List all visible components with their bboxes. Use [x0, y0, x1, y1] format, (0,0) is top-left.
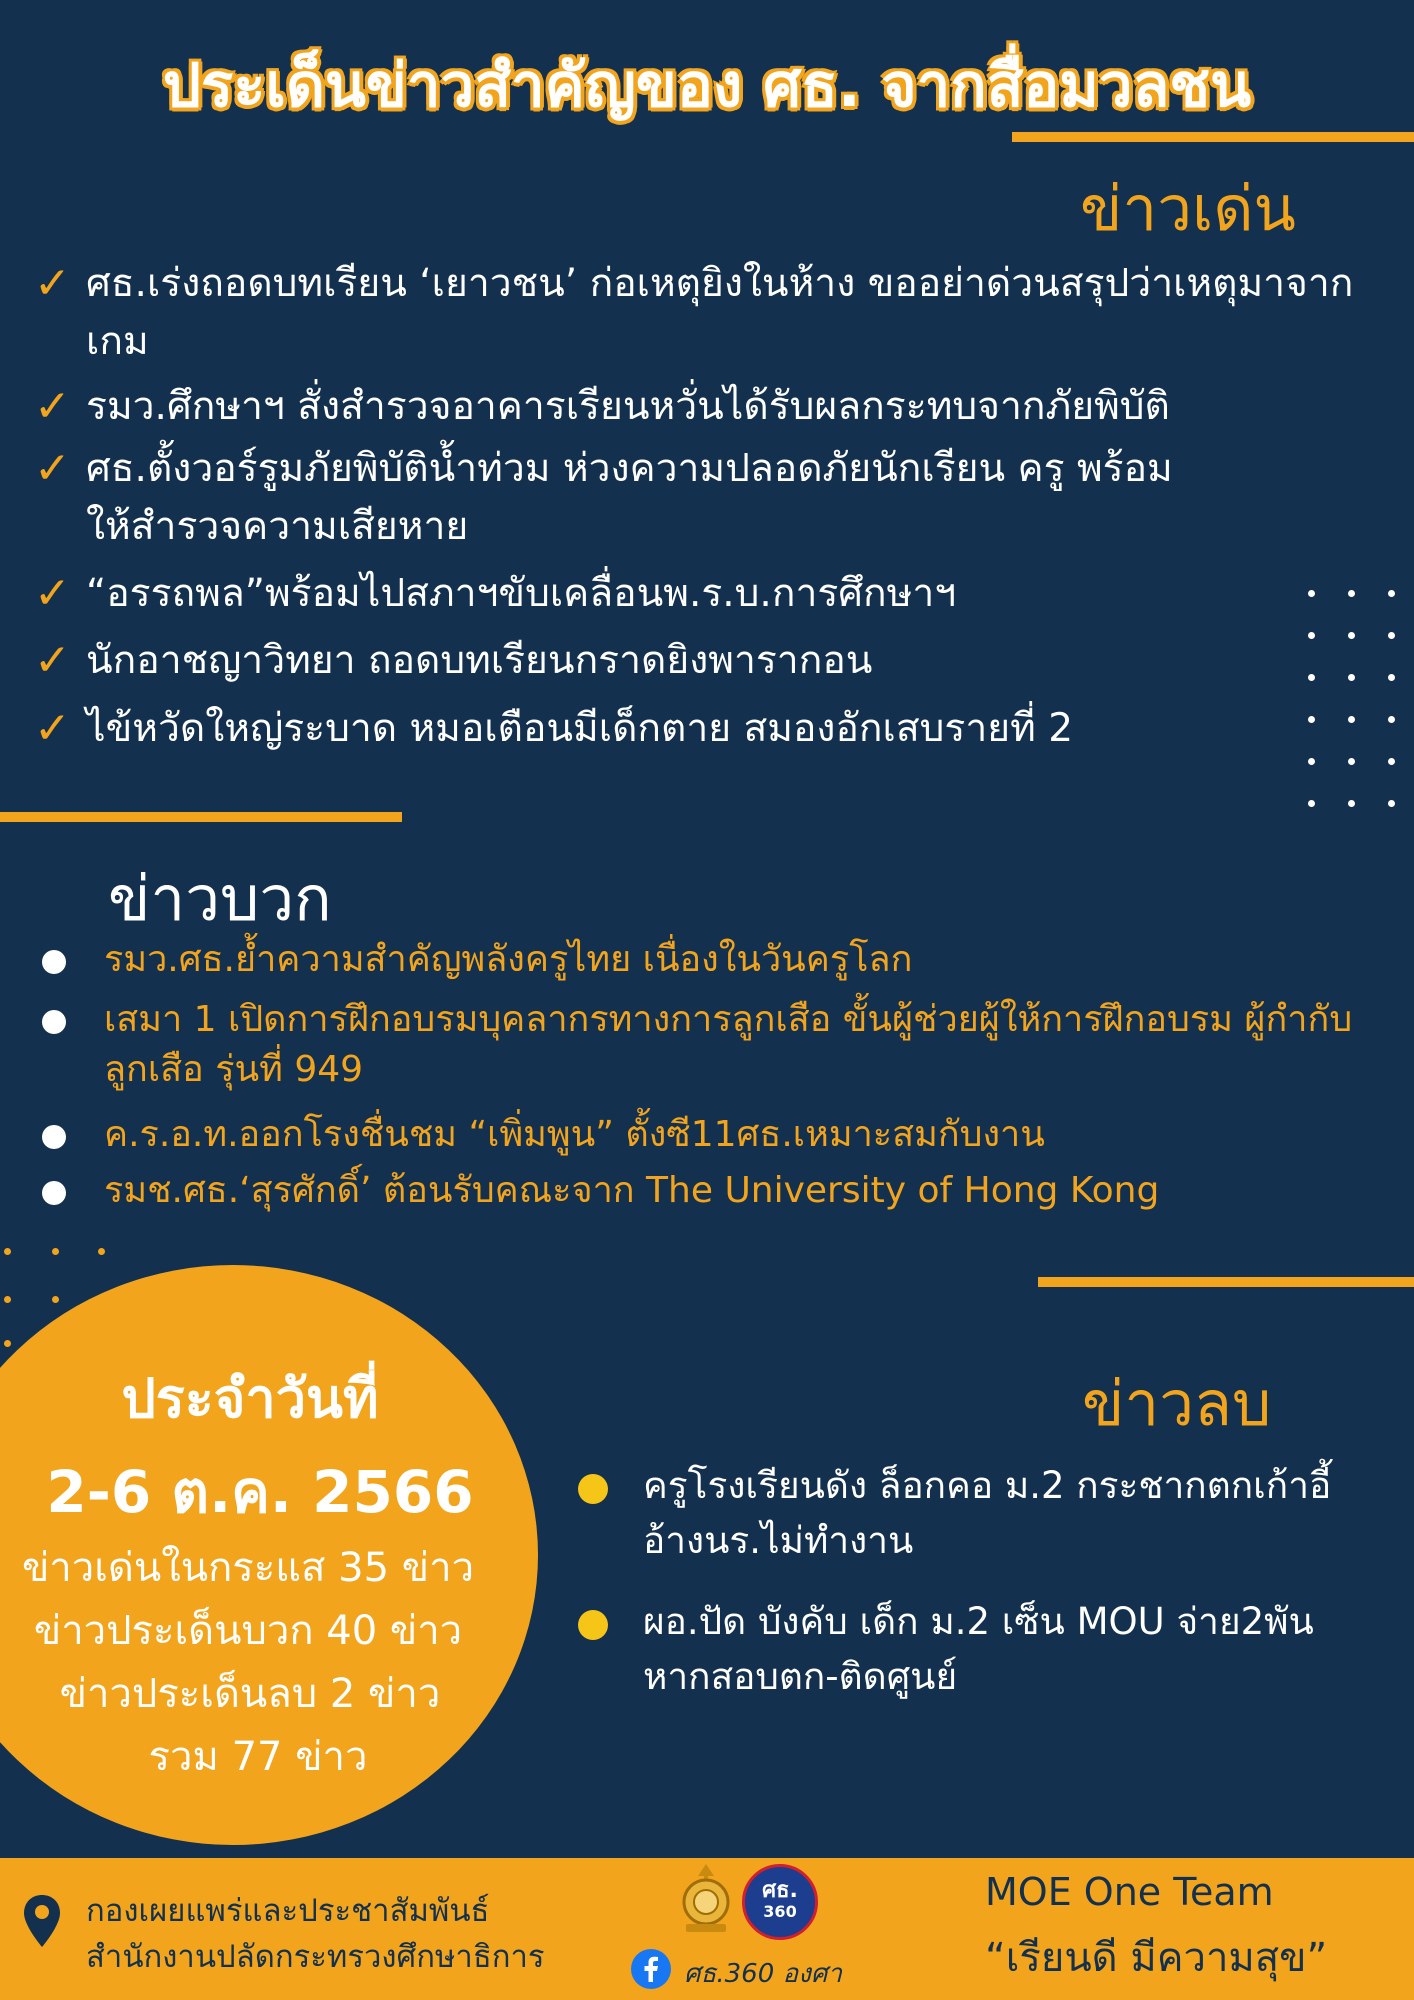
bullet-dot-icon — [40, 995, 104, 1095]
positive-item: ค.ร.อ.ท.ออกโรงชื่นชม “เพิ่มพูน” ตั้งซี11ศธ.เหมาะสมกับงาน — [40, 1110, 1360, 1160]
check-icon: ✓ — [34, 703, 71, 754]
summary-date: 2-6 ต.ค. 2566 — [46, 1458, 474, 1526]
bullet-dot-icon — [40, 1110, 104, 1160]
negative-heading: ข่าวลบ — [1082, 1367, 1272, 1440]
facebook-icon — [630, 1948, 672, 1994]
moe360-logo: ศธ. 360 — [742, 1864, 818, 1940]
footer-org-office: สำนักงานปลัดกระทรวงศึกษาธิการ — [86, 1939, 545, 1975]
bullet-dot-icon — [578, 1458, 643, 1568]
summary-line: ข่าวประเด็นบวก 40 ข่าว — [33, 1608, 463, 1654]
bullet-dot-icon — [40, 1166, 104, 1216]
bullet-dot-icon — [578, 1594, 643, 1704]
positive-heading: ข่าวบวก — [108, 862, 332, 935]
summary-label: ประจำวันที่ — [121, 1367, 379, 1430]
page-title: ประเด็นข่าวสำคัญของ ศธ. จากสื่อมวลชน — [162, 51, 1252, 121]
highlight-item: ✓ รมว.ศึกษาฯ สั่งสำรวจอาคารเรียนหวั่นได้รับผลกระทบจากภัยพิบัติ — [34, 378, 1364, 436]
highlight-item: ✓ นักอาชญาวิทยา ถอดบทเรียนกราดยิงพารากอน — [34, 632, 1364, 690]
footer-org-name: กองเผยแพร่และประชาสัมพันธ์ — [86, 1893, 490, 1929]
highlight-item: ✓ ไข้หวัดใหญ่ระบาด หมอเตือนมีเด็กตาย สมองอักเสบรายที่ 2 — [34, 700, 1364, 758]
location-pin-icon — [22, 1893, 62, 1953]
summary-line: ข่าวประเด็นลบ 2 ข่าว — [59, 1671, 441, 1717]
positive-item: รมช.ศธ.‘สุรศักดิ์’ ต้อนรับคณะจาก The University of Hong Kong — [40, 1166, 1360, 1216]
slogan-quote: “เรียนดี มีความสุข” — [985, 1935, 1328, 1981]
positive-item: รมว.ศธ.ย้ำความสำคัญพลังครูไทย เนื่องในวันครูโลก — [40, 935, 1360, 985]
highlights-heading: ข่าวเด่น — [1080, 172, 1296, 245]
decorative-dots — [1300, 590, 1400, 810]
slogan-team: MOE One Team — [985, 1870, 1274, 1914]
check-icon: ✓ — [34, 381, 71, 432]
positive-item: เสมา 1 เปิดการฝึกอบรมบุคลากรทางการลูกเสือ ขั้นผู้ช่วยผู้ให้การฝึกอบรม ผู้กำกับลูกเสือ รุ่นที่ 949 — [40, 995, 1360, 1095]
highlight-item: ✓ “อรรถพล”พร้อมไปสภาฯขับเคลื่อนพ.ร.บ.การศึกษาฯ — [34, 565, 1364, 623]
negative-item: ผอ.ปัด บังคับ เด็ก ม.2 เซ็น MOU จ่าย2พัน หากสอบตก-ติดศูนย์ — [578, 1594, 1338, 1704]
highlight-item: ✓ ศธ.เร่งถอดบทเรียน ‘เยาวชน’ ก่อเหตุยิงในห้าง ขออย่าด่วนสรุปว่าเหตุมาจากเกม — [34, 255, 1364, 371]
summary-line: รวม 77 ข่าว — [148, 1734, 368, 1780]
ministry-emblem-icon — [678, 1862, 734, 1940]
divider-bar-top — [1012, 132, 1414, 142]
divider-bar-middle — [0, 812, 402, 822]
check-icon: ✓ — [34, 258, 71, 309]
facebook-page-name: ศธ.360 องศา — [684, 1959, 842, 1989]
check-icon: ✓ — [34, 443, 71, 494]
bullet-dot-icon — [40, 935, 104, 985]
check-icon: ✓ — [34, 568, 71, 619]
check-icon: ✓ — [34, 635, 71, 686]
divider-bar-lower — [1038, 1277, 1414, 1287]
negative-item: ครูโรงเรียนดัง ล็อกคอ ม.2 กระชากตกเก้าอี้ อ้างนร.ไม่ทำงาน — [578, 1458, 1378, 1568]
highlight-item: ✓ ศธ.ตั้งวอร์รูมภัยพิบัติน้ำท่วม ห่วงความปลอดภัยนักเรียน ครู พร้อมให้สำรวจความเสียหาย — [34, 440, 1184, 556]
summary-line: ข่าวเด่นในกระแส 35 ข่าว — [21, 1545, 475, 1591]
